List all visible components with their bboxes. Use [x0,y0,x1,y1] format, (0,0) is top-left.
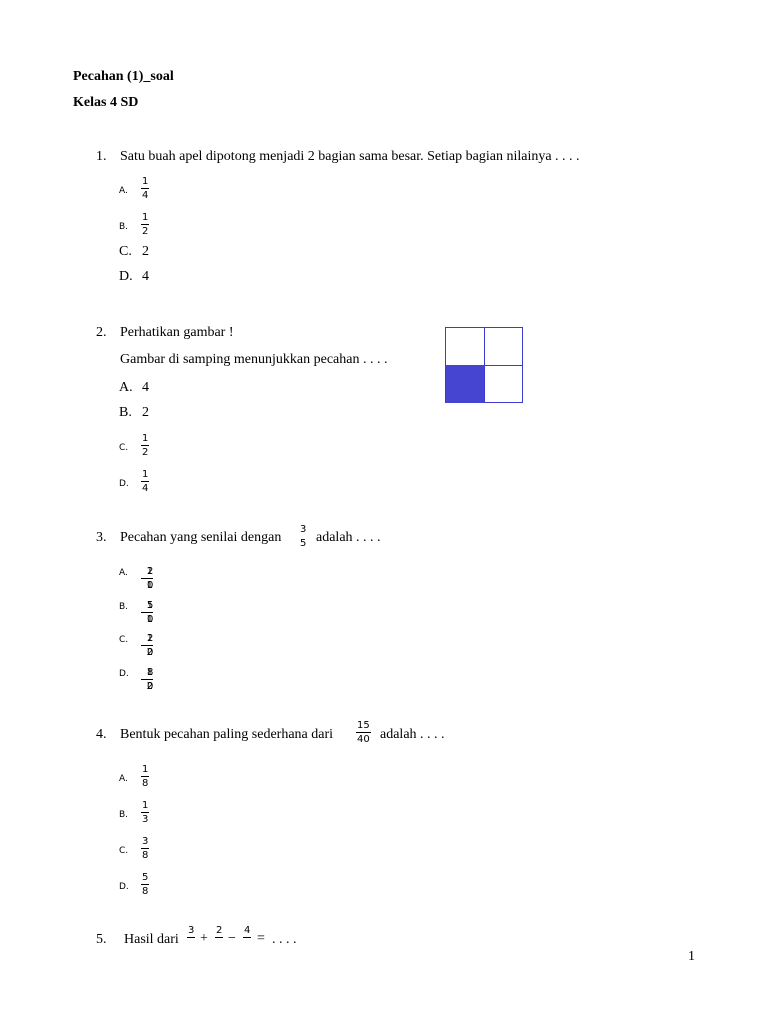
fraction-bar [141,224,149,225]
option-letter: A. [119,568,128,578]
fraction-denominator: 20 [146,681,148,692]
fraction [215,925,223,939]
fraction-bar [141,481,149,482]
fraction-bar [187,937,195,938]
fraction-bar [141,645,153,646]
option-value: 4 [142,269,149,284]
fraction-numerator: 2 [216,925,223,936]
option-letter: A. [119,186,128,196]
question-text: Gambar di samping menunjukkan pecahan . . . . [120,352,388,367]
fraction-denominator: 8 [142,850,149,861]
fraction-denominator: 10 [146,580,148,591]
fraction-denominator: 10 [146,614,148,625]
fraction-denominator: 3 [142,814,149,825]
plus-operator: + [200,931,208,946]
fraction-bar [356,732,371,733]
fraction-numerator: 1 [142,469,149,480]
fraction [356,720,371,745]
question-text: Hasil dari [124,932,179,947]
fraction [243,925,251,939]
option-letter: A. [119,380,133,395]
fraction [141,764,149,789]
fraction [141,872,149,897]
fraction-bar [141,679,153,680]
question-text: adalah . . . . [316,530,381,545]
grid-cell-unshaded [446,328,485,366]
fraction-numerator: 3 [188,925,195,936]
fraction-bar [141,776,149,777]
fraction-bar [141,884,149,885]
question-number: 4. [96,727,107,742]
fraction [141,633,153,658]
grid-cell-unshaded [484,365,523,403]
fraction-numerator: 1 [142,176,149,187]
fraction-numerator: 1 [142,764,149,775]
fraction-grid-figure [445,327,523,403]
fraction-numerator: 1 [142,433,149,444]
fraction [141,667,153,692]
fraction [141,212,149,237]
option-letter: B. [119,602,129,612]
fraction [187,925,195,939]
option-letter: C. [119,635,129,645]
fraction-denominator: 2 [142,447,149,458]
fraction [141,176,149,201]
fraction-denominator: 2 [142,226,149,237]
fraction [141,433,149,458]
question-text: Bentuk pecahan paling sederhana dari [120,727,334,742]
fraction [141,469,149,494]
question-number: 3. [96,530,107,545]
fraction-numerator: 18 [146,667,148,678]
fraction-denominator: 8 [142,886,149,897]
fraction-numerator: 12 [146,566,148,577]
fraction-numerator: 15 [357,720,370,731]
fraction-bar [141,188,149,189]
option-letter: D. [119,269,133,284]
fraction-denominator: 5 [300,538,307,549]
option-letter: A. [119,774,128,784]
grid-cell-unshaded [484,328,523,366]
fraction-bar [215,937,223,938]
document-subtitle: Kelas 4 SD [73,95,139,110]
option-letter: B. [119,222,129,232]
fraction-numerator: 4 [244,925,251,936]
fraction-numerator: 1 [142,800,149,811]
fraction [141,566,153,591]
fraction-numerator: 3 [300,524,307,535]
option-value: 2 [142,244,149,259]
fraction [141,800,149,825]
fraction-bar [141,848,149,849]
fraction-bar [243,937,251,938]
grid-cell-shaded [446,365,485,403]
fraction-numerator: 1 [142,212,149,223]
fraction-bar [141,812,149,813]
equals-operator: = [257,931,265,946]
fraction-denominator: 8 [142,778,149,789]
option-letter: C. [119,443,129,453]
minus-operator: − [228,931,236,946]
page-number: 1 [688,949,695,964]
fraction-bar [141,445,149,446]
fraction-bar [141,578,153,579]
fraction-numerator: 15 [146,600,148,611]
fraction [141,600,153,625]
fraction [141,836,149,861]
fraction-numerator: 5 [142,872,149,883]
fraction-numerator: 3 [142,836,149,847]
option-letter: B. [119,810,129,820]
option-letter: B. [119,405,132,420]
question-number: 5. [96,932,107,947]
fraction-numerator: 12 [146,633,148,644]
fraction-denominator: 4 [142,483,149,494]
question-text: . . . . [272,932,297,947]
option-value: 4 [142,380,149,395]
option-value: 2 [142,405,149,420]
option-letter: D. [119,882,129,892]
option-letter: C. [119,244,132,259]
document-title: Pecahan (1)_soal [73,69,174,84]
fraction-denominator: 20 [146,647,148,658]
option-letter: C. [119,846,129,856]
question-text: Perhatikan gambar ! [120,325,234,340]
question-text: Pecahan yang senilai dengan [120,530,282,545]
question-text: adalah . . . . [380,727,445,742]
question-text: Satu buah apel dipotong menjadi 2 bagian sama besar. Setiap bagian nilainya . . . . [120,149,580,164]
fraction-bar [141,612,153,613]
option-letter: D. [119,479,129,489]
question-number: 1. [96,149,107,164]
fraction-denominator: 40 [357,734,370,745]
fraction [299,524,307,549]
fraction-denominator: 4 [142,190,149,201]
question-number: 2. [96,325,107,340]
option-letter: D. [119,669,129,679]
